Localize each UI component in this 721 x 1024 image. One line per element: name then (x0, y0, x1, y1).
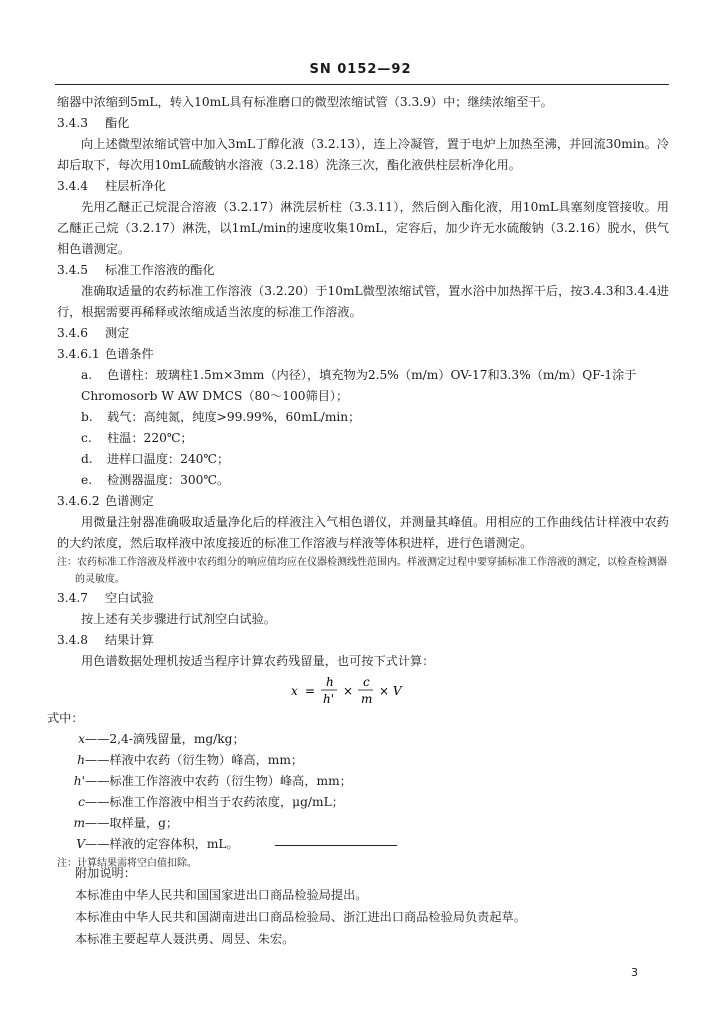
symbol-meaning: ——取样量，g； (85, 816, 179, 830)
standard-number-header: SN 0152—92 (309, 62, 412, 77)
symbol-definition (57, 771, 669, 792)
section-title: 结果计算 (105, 633, 154, 647)
section-number: 3.4.5 (57, 263, 89, 277)
section-number: 3.4.6.2 (57, 494, 100, 508)
symbol: c (78, 795, 85, 809)
appendix-title: 附加说明： (75, 866, 136, 880)
section-title: 测定 (105, 326, 130, 340)
symbol: V (76, 837, 85, 851)
document-body (47, 92, 669, 872)
formula-equals: = (305, 684, 316, 698)
formula-times: × (343, 684, 354, 698)
section-title: 柱层析净化 (105, 179, 166, 193)
section-heading (57, 113, 669, 134)
appendix-divider (275, 845, 397, 846)
formula-num2: c (363, 675, 370, 689)
symbol-definition (57, 813, 669, 834)
formula-lhs: x (291, 684, 298, 698)
list-item-text: 载气：高纯氮，纯度>99.99%，60mL/min； (107, 410, 361, 424)
section-heading (57, 344, 669, 365)
section-heading (57, 260, 669, 281)
appendix-line: 本标准由中华人民共和国湖南进出口商品检验局、浙江进出口商品检验局负责起草。 (75, 910, 526, 924)
appendix-line: 本标准主要起草人聂洪勇、周昱、朱宏。 (75, 932, 295, 946)
calculation-note: 注：计算结果需将空白值扣除。 (57, 858, 197, 869)
formula-den2: m (361, 692, 373, 706)
symbol-meaning: ——样液中农药（衍生物）峰高，mm； (85, 753, 304, 767)
section-number: 3.4.6.1 (57, 347, 100, 361)
calculation-formula (57, 672, 669, 708)
symbol-definition (57, 729, 669, 750)
symbol-meaning: ——标准工作溶液中农药（衍生物）峰高，mm； (85, 774, 352, 788)
definitions-intro: 式中： (47, 711, 84, 725)
section-heading (57, 491, 669, 512)
note-text: 注：农药标准工作溶液及样液中农药组分的响应值均应在仪器检测线性范围内。样液测定过程中要穿插标准工作溶液的测定，以检查检测器的灵敏度。 (57, 557, 667, 585)
body-paragraph: 按上述有关步骤进行试剂空白试验。 (81, 612, 276, 626)
body-paragraph: 用微量注射器准确吸取适量净化后的样液注入气相色谱仪，并测量其峰值。用相应的工作曲线估计样液中农药的大约浓度，然后取样液中浓度接近的标准工作溶液与样液等体积进样，进行色谱测定。 (57, 515, 669, 550)
condition-list-item (57, 407, 669, 428)
header-rule (55, 84, 669, 85)
section-number: 3.4.3 (57, 116, 89, 130)
symbol-definition (57, 792, 669, 813)
section-title: 酯化 (105, 116, 130, 130)
formula-den1: h' (323, 692, 335, 706)
condition-list-item (57, 365, 669, 407)
list-item-text: 柱温：220℃； (107, 431, 193, 445)
body-paragraph: 准确取适量的农药标准工作溶液（3.2.20）于10mL微型浓缩试管，置水浴中加热挥干后，按3.4.3和3.4.4进行，根据需要再稀释或浓缩成适当浓度的标准工作溶液。 (57, 284, 669, 319)
section-heading (57, 588, 669, 609)
list-item-text: 进样口温度：240℃； (107, 452, 230, 466)
list-marker: d. (81, 452, 93, 466)
section-heading (57, 323, 669, 344)
condition-list-item (57, 428, 669, 449)
section-title: 空白试验 (105, 591, 154, 605)
symbol-meaning: ——样液的定容体积，mL。 (85, 837, 239, 851)
symbol-meaning: ——2,4-滴残留量，mg/kg； (85, 732, 245, 746)
list-item-text: 色谱柱：玻璃柱1.5m×3mm（内径），填充物为2.5%（m/m）OV-17和3.3%（m/m）QF-1涂于Chromosorb W AW DMCS（80～100筛目）； (81, 368, 637, 403)
symbol: h (77, 753, 85, 767)
page-number: 3 (631, 966, 638, 979)
section-number: 3.4.8 (57, 633, 89, 647)
symbol: x (78, 732, 85, 746)
body-paragraph: 缩器中浓缩到5mL，转入10mL具有标准磨口的微型浓缩试管（3.3.9）中；继续浓缩至干。 (57, 95, 553, 109)
section-heading (57, 630, 669, 651)
list-item-text: 检测器温度：300℃。 (107, 473, 230, 487)
section-heading (57, 176, 669, 197)
symbol: m (73, 816, 85, 830)
appendix-notes (75, 862, 526, 950)
formula-tail: × V (379, 684, 402, 698)
formula-num1: h (326, 675, 334, 689)
symbol-definition (57, 750, 669, 771)
symbol-meaning: ——标准工作溶液中相当于农药浓度，μg/mL； (85, 795, 344, 809)
section-number: 3.4.7 (57, 591, 89, 605)
section-title: 色谱条件 (105, 347, 154, 361)
section-number: 3.4.6 (57, 326, 89, 340)
list-marker: b. (81, 410, 93, 424)
symbol: h' (73, 774, 85, 788)
condition-list-item (57, 449, 669, 470)
body-paragraph: 向上述微型浓缩试管中加入3mL丁醇化液（3.2.13），连上冷凝管，置于电炉上加热至沸，并回流30min。冷却后取下，每次用10mL硫酸钠水溶液（3.2.18）洗涤三次，酯化液供柱层析净化用。 (57, 137, 669, 172)
list-marker: e. (81, 473, 93, 487)
condition-list-item (57, 470, 669, 491)
section-title: 标准工作溶液的酯化 (105, 263, 215, 277)
section-title: 色谱测定 (105, 494, 154, 508)
formula-graphic (287, 674, 447, 708)
list-marker: a. (81, 368, 93, 382)
list-marker: c. (81, 431, 92, 445)
body-paragraph: 先用乙醚正己烷混合溶液（3.2.17）淋洗层析柱（3.3.11），然后倒入酯化液，用10mL具塞刻度管接收。用乙醚正己烷（3.2.17）淋洗，以1mL/min的速度收集10mL，定容后，加少许无水硫酸钠（3.2.16）脱水，供气相色谱测定。 (57, 200, 669, 256)
body-paragraph: 用色谱数据处理机按适当程序计算农药残留量，也可按下式计算： (81, 654, 435, 668)
appendix-line: 本标准由中华人民共和国国家进出口商品检验局提出。 (75, 888, 368, 902)
symbol-definitions (47, 708, 669, 872)
section-number: 3.4.4 (57, 179, 89, 193)
